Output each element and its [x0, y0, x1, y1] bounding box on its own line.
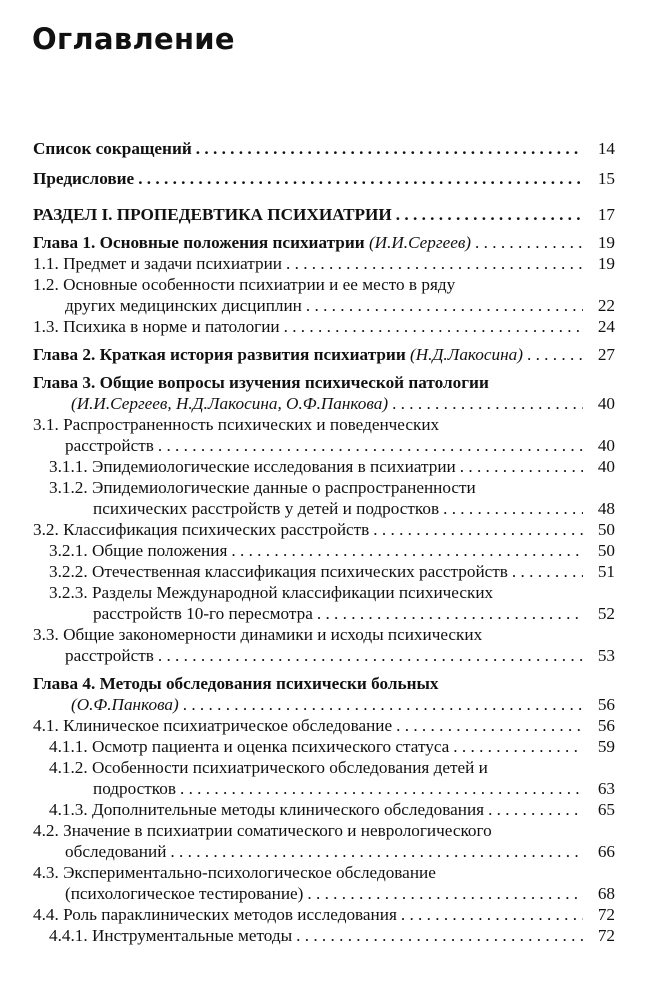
- toc-entry-page: 65: [597, 800, 615, 819]
- toc-entry-page: 51: [597, 562, 615, 581]
- table-of-contents: [33, 138, 615, 946]
- toc-entry-title: 1.2. Основные особенности психиатрии и ее место в ряду: [33, 275, 456, 294]
- toc-entry-page: 40: [597, 457, 615, 476]
- toc-entry-page: 50: [597, 520, 615, 539]
- toc-entry-author: (О.Ф.Панкова): [71, 695, 179, 714]
- toc-entry[interactable]: [33, 456, 615, 477]
- dot-leader: [286, 253, 583, 274]
- page-title: Оглавление: [32, 22, 235, 56]
- dot-leader: [306, 295, 583, 316]
- toc-entry-title: 4.3. Экспериментально-психологическое обследование: [33, 863, 436, 882]
- toc-entry[interactable]: [33, 274, 615, 316]
- toc-entry-page: 52: [597, 604, 615, 623]
- toc-entry-author: (Н.Д.Лакосина): [410, 345, 523, 364]
- toc-entry[interactable]: [33, 799, 615, 820]
- toc-entry[interactable]: [33, 757, 615, 799]
- dot-leader: [396, 204, 583, 225]
- toc-entry[interactable]: [33, 372, 615, 414]
- toc-entry-page: 72: [597, 905, 615, 924]
- toc-entry[interactable]: [33, 715, 615, 736]
- toc-entry-title: 1.3. Психика в норме и патологии: [33, 317, 280, 336]
- toc-entry-page: 72: [597, 926, 615, 945]
- toc-entry[interactable]: [33, 820, 615, 862]
- toc-entry-page: 63: [597, 779, 615, 798]
- toc-entry-page: 19: [597, 233, 615, 252]
- toc-entry-page: 56: [597, 695, 615, 714]
- toc-entry-title: 1.1. Предмет и задачи психиатрии: [33, 254, 282, 273]
- dot-leader: [396, 715, 583, 736]
- toc-entry-page: 48: [597, 499, 615, 518]
- toc-entry[interactable]: [33, 316, 615, 337]
- toc-entry-page: 24: [597, 317, 615, 336]
- toc-entry-title: 4.4.1. Инструментальные методы: [49, 926, 293, 945]
- dot-leader: [180, 778, 583, 799]
- toc-entry-title: Список сокращений: [33, 139, 192, 158]
- toc-entry-title: РАЗДЕЛ I. ПРОПЕДЕВТИКА ПСИХИАТРИИ: [33, 205, 392, 224]
- dot-leader: [231, 540, 583, 561]
- toc-entry-title: 3.2.2. Отечественная классификация психических расстройств: [49, 562, 508, 581]
- toc-entry[interactable]: [33, 168, 615, 189]
- toc-entry-title: Глава 3. Общие вопросы изучения психической патологии: [33, 373, 489, 392]
- toc-entry-title: 4.4. Роль параклинических методов исследования: [33, 905, 397, 924]
- toc-entry[interactable]: [33, 673, 615, 715]
- toc-entry-title: 3.2.1. Общие положения: [49, 541, 228, 560]
- toc-entry-page: 56: [597, 716, 615, 735]
- toc-entry-title: 4.1.1. Осмотр пациента и оценка психического статуса: [49, 737, 450, 756]
- dot-leader: [373, 519, 583, 540]
- dot-leader: [392, 393, 583, 414]
- toc-entry-title: 4.2. Значение в психиатрии соматического и неврологического: [33, 821, 492, 840]
- toc-entry-author: (И.И.Сергеев, Н.Д.Лакосина, О.Ф.Панкова): [71, 394, 389, 413]
- toc-entry-title: 3.2.3. Разделы Международной классификации психических: [49, 583, 494, 602]
- toc-entry-title: Глава 2. Краткая история развития психиатрии: [33, 345, 406, 364]
- toc-entry[interactable]: [33, 925, 615, 946]
- toc-entry-title: 3.3. Общие закономерности динамики и исходы психических: [33, 625, 483, 644]
- toc-entry[interactable]: [33, 582, 615, 624]
- dot-leader: [158, 435, 583, 456]
- dot-leader: [512, 561, 583, 582]
- toc-entry[interactable]: [33, 624, 615, 666]
- toc-entry[interactable]: [33, 561, 615, 582]
- toc-entry[interactable]: [33, 344, 615, 365]
- toc-entry-title-continuation: расстройств 10-го пересмотра: [93, 604, 313, 623]
- toc-entry-page: 22: [597, 296, 615, 315]
- toc-entry-title-continuation: обследований: [65, 842, 167, 861]
- toc-entry-page: 40: [597, 436, 615, 455]
- toc-entry-page: 14: [597, 139, 615, 158]
- toc-entry-title: Предисловие: [33, 169, 135, 188]
- toc-entry-title-continuation: расстройств: [65, 646, 154, 665]
- toc-entry-page: 19: [597, 254, 615, 273]
- dot-leader: [453, 736, 583, 757]
- dot-leader: [170, 841, 583, 862]
- toc-entry-page: 59: [597, 737, 615, 756]
- toc-entry-title: 3.2. Классификация психических расстройств: [33, 520, 370, 539]
- toc-entry[interactable]: [33, 204, 615, 225]
- toc-entry-page: 17: [597, 205, 615, 224]
- toc-entry[interactable]: [33, 253, 615, 274]
- toc-entry-title: Глава 1. Основные положения психиатрии: [33, 233, 365, 252]
- toc-entry[interactable]: [33, 904, 615, 925]
- dot-leader: [460, 456, 583, 477]
- dot-leader: [475, 232, 583, 253]
- toc-entry-title-continuation: других медицинских дисциплин: [65, 296, 302, 315]
- toc-entry-page: 68: [597, 884, 615, 903]
- toc-entry-title: 4.1. Клиническое психиатрическое обследование: [33, 716, 393, 735]
- toc-entry-title: 3.1. Распространенность психических и поведенческих: [33, 415, 440, 434]
- dot-leader: [196, 138, 583, 159]
- toc-entry-title-continuation: расстройств: [65, 436, 154, 455]
- dot-leader: [317, 603, 583, 624]
- toc-entry[interactable]: [33, 414, 615, 456]
- toc-entry-title: Глава 4. Методы обследования психически больных: [33, 674, 439, 693]
- dot-leader: [488, 799, 583, 820]
- dot-leader: [443, 498, 583, 519]
- toc-entry[interactable]: [33, 138, 615, 159]
- toc-entry-page: 27: [597, 345, 615, 364]
- toc-entry-title: 4.1.2. Особенности психиатрического обследования детей и: [49, 758, 488, 777]
- toc-entry-title: 3.1.2. Эпидемиологические данные о распространенности: [49, 478, 476, 497]
- toc-entry-page: 50: [597, 541, 615, 560]
- toc-entry-title-continuation: подростков: [93, 779, 176, 798]
- toc-entry-page: 15: [597, 169, 615, 188]
- dot-leader: [138, 168, 583, 189]
- dot-leader: [296, 925, 583, 946]
- toc-entry-page: 66: [597, 842, 615, 861]
- toc-entry-author: (И.И.Сергеев): [368, 233, 472, 252]
- dot-leader: [401, 904, 583, 925]
- toc-entry[interactable]: [33, 862, 615, 904]
- toc-entry[interactable]: [33, 519, 615, 540]
- toc-entry-title: 3.1.1. Эпидемиологические исследования в психиатрии: [49, 457, 456, 476]
- toc-entry[interactable]: [33, 232, 615, 253]
- toc-entry-page: 53: [597, 646, 615, 665]
- dot-leader: [284, 316, 583, 337]
- toc-entry[interactable]: [33, 477, 615, 519]
- toc-entry-title-continuation: психических расстройств у детей и подростков: [93, 499, 440, 518]
- toc-entry[interactable]: [33, 736, 615, 757]
- toc-entry[interactable]: [33, 540, 615, 561]
- dot-leader: [527, 344, 583, 365]
- toc-entry-title-continuation: (психологическое тестирование): [65, 884, 304, 903]
- toc-entry-title: 4.1.3. Дополнительные методы клинического обследования: [49, 800, 485, 819]
- toc-entry-page: 40: [597, 394, 615, 413]
- dot-leader: [307, 883, 583, 904]
- dot-leader: [183, 694, 583, 715]
- dot-leader: [158, 645, 583, 666]
